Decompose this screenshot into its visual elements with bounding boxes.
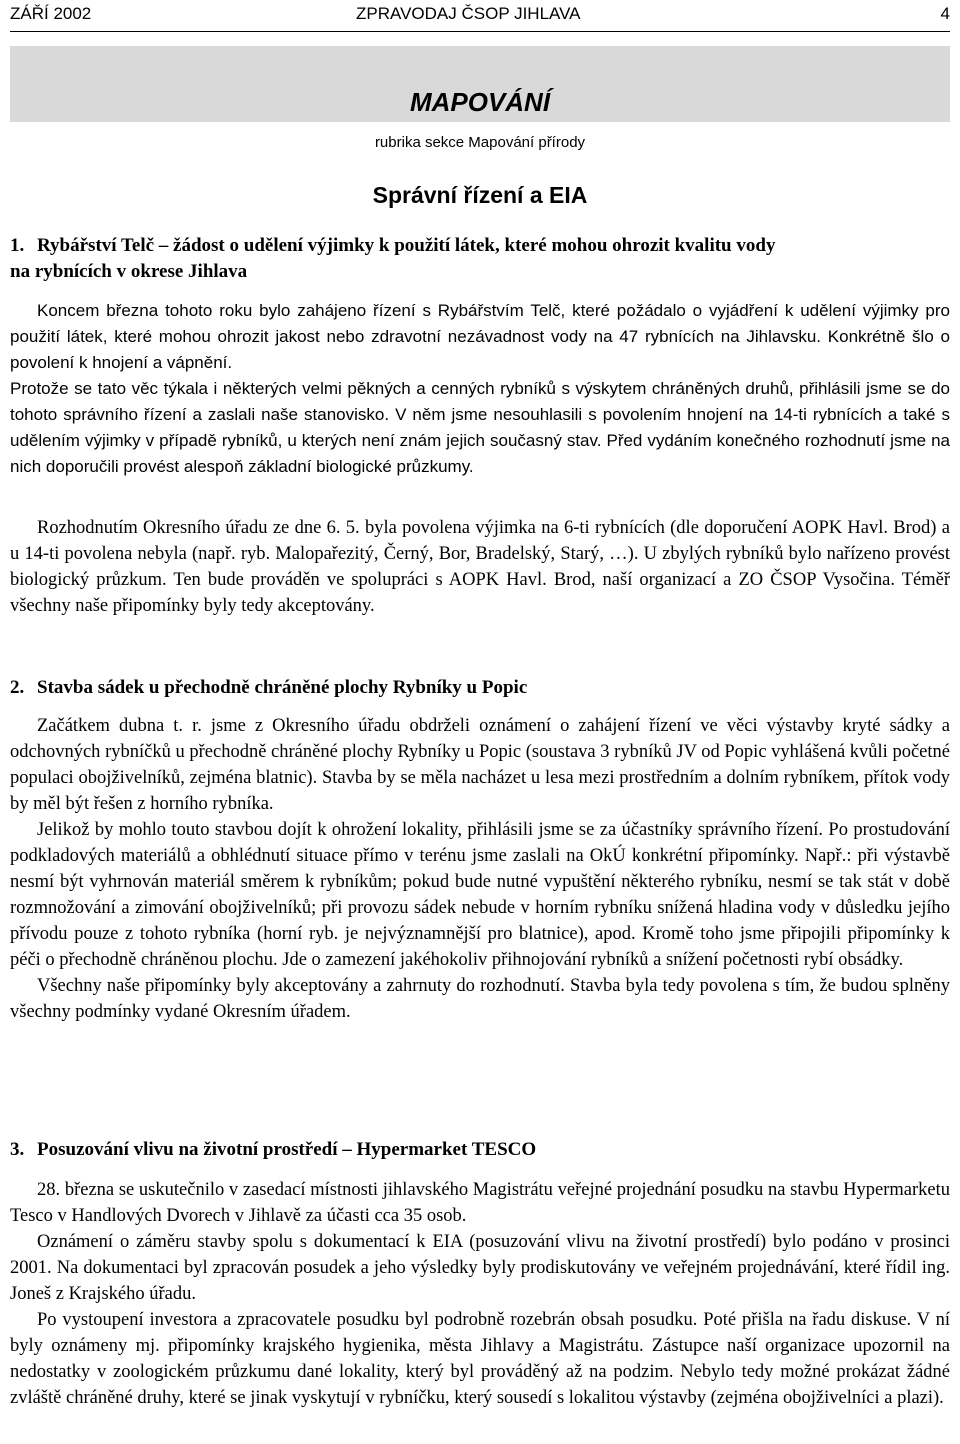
header-page-number: 4	[940, 4, 950, 23]
section-heading: Správní řízení a EIA	[372, 182, 588, 208]
item-3-paragraph-1: 28. března se uskutečnilo v zasedací místnosti jihlavského Magistrátu veřejné projednání posudku na stavbu Hypermarketu Tesco v Handlových Dvorech v Jihlavě za účasti cca 35 osob.	[10, 1180, 950, 1226]
banner-subtitle: rubrika sekce Mapování přírody	[374, 134, 586, 151]
page-header	[10, 4, 950, 28]
item-1-title-line2: na rybnících v okrese Jihlava	[10, 261, 248, 282]
item-1-title-line1: Rybářství Telč – žádost o udělení výjimky k použití látek, které mohou ohrozit kvalitu vody	[37, 235, 776, 256]
header-rule	[10, 31, 950, 32]
item-2-heading	[10, 675, 950, 701]
item-3-heading	[10, 1137, 950, 1163]
item-3-paragraph-2: Oznámení o záměru stavby spolu s dokumentací k EIA (posuzování vlivu na životní prostředí) bylo podáno v prosinci 2001. Na dokumentaci byl zpracován posudek a jeho výsledky byly prodiskutovány ve veřejném projednávání, které řídil ing. Joneš z Krajského úřadu.	[10, 1232, 950, 1304]
item-2-paragraph-3: Všechny naše připomínky byly akceptovány a zahrnuty do rozhodnutí. Stavba byla tedy povolena s tím, že budou splněny všechny podmínky vydané Okresním úřadem.	[10, 976, 950, 1022]
banner-title: MAPOVÁNÍ	[409, 87, 551, 117]
item-2-paragraph-2: Jelikož by mohlo touto stavbou dojít k ohrožení lokality, přihlásili jsme se za účastníky správního řízení. Po prostudování podkladových materiálů a obhlédnutí situace přímo v terénu jsme zaslali na OkÚ konkrétní připomínky. Např.: při výstavbě nesmí být vyhrnován materiál směrem k rybníkům; pokud bude nutné vypuštění některého rybníku, nesmí se tak stát v době rozmnožování a zimování obojživelníků; při provozu sádek nebude v horním rybníku snížená hladina vody v důsledku jejího přívodu pouze z tohoto rybníka (horní ryb. je nejvýznamnější pro blatnice), apod. Kromě toho jsme připojili připomínky k péči o přechodně chráněnou plochu. Jde o zamezení jakéhokoliv přihnojování rybníků a snížení početnosti rybí obsádky.	[10, 820, 950, 970]
item-2-number: 2.	[10, 677, 25, 698]
item-1-body	[10, 298, 950, 480]
item-2-title: Stavba sádek u přechodně chráněné plochy Rybníky u Popic	[37, 677, 528, 698]
item-1-paragraph-3: Rozhodnutím Okresního úřadu ze dne 6. 5. byla povolena výjimka na 6-ti rybnících (dle doporučení AOPK Havl. Brod) a u 14-ti povolena nebyla (např. ryb. Malopařezitý, Černý, Bor, Bradelský, Starý, …). U zbylých rybníků bylo nařízeno provést biologický průzkum. Ten bude prováděn ve spolupráci s AOPK Havl. Brod, naší organizací a ZO ČSOP Vysočina. Téměř všechny naše připomínky byly tedy akceptovány.	[10, 518, 950, 616]
header-date: ZÁŘÍ 2002	[10, 4, 92, 23]
item-1-paragraph-1: Koncem března tohoto roku bylo zahájeno řízení s Rybářstvím Telč, které požádalo o vyjádření k udělení výjimky pro použití látek, které mohou ohrozit jakost nebo zdravotní nezávadnost vody na 47 rybnících na Jihlavsku. Konkrétně šlo o povolení k hnojení a vápnění.	[10, 301, 950, 372]
item-3-number: 3.	[10, 1139, 25, 1160]
item-2-body	[10, 713, 950, 1025]
item-1-body-serif	[10, 515, 950, 619]
item-2-paragraph-1: Začátkem dubna t. r. jsme z Okresního úřadu obdrželi oznámení o zahájení řízení ve věci výstavby kryté sádky a odchovných rybníčků u přechodně chráněné plochy Rybníky u Popic (soustava 3 rybníků JV od Popic vyhlášená kvůli početné populaci obojživelníků, zejména blatnic). Stavba by se měla nacházet u lesa mezi prostředním a dolním rybníkem, přítok vody by měl být řešen z horního rybníka.	[10, 716, 950, 814]
item-3-title: Posuzování vlivu na životní prostředí – Hypermarket TESCO	[37, 1139, 537, 1160]
item-3-paragraph-3: Po vystoupení investora a zpracovatele posudku byl podrobně rozebrán obsah posudku. Poté přišla na řadu diskuse. V ní byly oznámeny mj. připomínky krajského hygienika, města Jihlavy a Magistrátu. Zástupce naší organizace upozornil na nedostatky v zoologickém průzkumu dané lokality, který byl prováděný až na podzim. Nebylo tedy možné prokázat žádné zvláště chráněné druhy, které se jinak vyskytují v rybníčku, který sousedí s lokalitou výstavby (zejména obojživelníci a plazi).	[10, 1310, 950, 1408]
item-1-heading	[10, 233, 950, 285]
item-1-paragraph-2: Protože se tato věc týkala i některých velmi pěkných a cenných rybníků s výskytem chráněných druhů, přihlásili jsme se do tohoto správního řízení a zaslali naše stanovisko. V něm jsme nesouhlasili s povolením hnojení na 14-ti rybnících a také s udělením výjimky v případě rybníků, u kterých není znám jejich současný stav. Před vydáním konečného rozhodnutí jsme na nich doporučili provést alespoň základní biologické průzkumy.	[10, 379, 950, 476]
header-publication: ZPRAVODAJ ČSOP JIHLAVA	[356, 4, 581, 23]
item-3-body	[10, 1177, 950, 1411]
item-1-number: 1.	[10, 235, 25, 256]
